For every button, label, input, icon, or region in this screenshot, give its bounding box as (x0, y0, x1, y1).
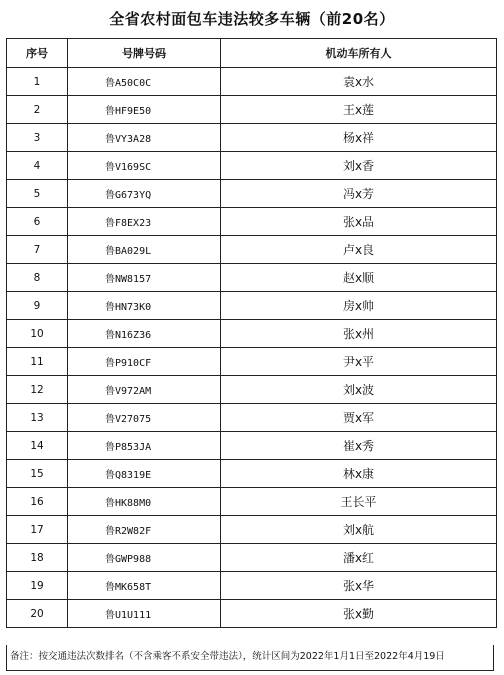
row-index: 12 (7, 376, 68, 404)
page-title: 全省农村面包车违法较多车辆（前20名） (109, 10, 395, 28)
row-owner: 赵x顺 (221, 264, 497, 292)
table-row (7, 488, 497, 516)
row-owner: 潘x红 (221, 544, 497, 572)
row-plate: 鲁R2W82F (68, 516, 221, 544)
row-plate: 鲁VY3A28 (68, 124, 221, 152)
row-plate: 鲁P853JA (68, 432, 221, 460)
table-row (7, 432, 497, 460)
table-row (7, 264, 497, 292)
row-owner: 刘x香 (221, 152, 497, 180)
header-index: 序号 (7, 39, 68, 68)
table-row (7, 516, 497, 544)
row-index: 8 (7, 264, 68, 292)
row-owner: 张x州 (221, 320, 497, 348)
row-owner: 卢x良 (221, 236, 497, 264)
footnote: 备注：按交通违法次数排名（不含乘客不系安全带违法），统计区间为2022年1月1日至2022年4月19日 (6, 645, 494, 671)
row-plate: 鲁U1U111 (68, 600, 221, 628)
row-owner: 张x华 (221, 572, 497, 600)
row-plate: 鲁N16Z36 (68, 320, 221, 348)
table-row (7, 208, 497, 236)
table-row (7, 152, 497, 180)
table-row (7, 96, 497, 124)
row-owner: 贾x军 (221, 404, 497, 432)
row-owner: 尹x平 (221, 348, 497, 376)
row-index: 16 (7, 488, 68, 516)
row-plate: 鲁HN73K0 (68, 292, 221, 320)
row-owner: 王长平 (221, 488, 497, 516)
violations-table (6, 38, 497, 628)
row-owner: 林x康 (221, 460, 497, 488)
table-row (7, 460, 497, 488)
row-owner: 冯x芳 (221, 180, 497, 208)
row-owner: 房x帅 (221, 292, 497, 320)
table-row (7, 348, 497, 376)
row-owner: 王x莲 (221, 96, 497, 124)
table-row (7, 236, 497, 264)
table-row (7, 376, 497, 404)
row-plate: 鲁F8EX23 (68, 208, 221, 236)
table-row (7, 124, 497, 152)
row-plate: 鲁GWP988 (68, 544, 221, 572)
row-index: 6 (7, 208, 68, 236)
row-plate: 鲁Q8319E (68, 460, 221, 488)
row-plate: 鲁NW8157 (68, 264, 221, 292)
header-owner: 机动车所有人 (221, 39, 497, 68)
row-owner: 崔x秀 (221, 432, 497, 460)
table-row (7, 572, 497, 600)
row-plate: 鲁P910CF (68, 348, 221, 376)
row-plate: 鲁A50C0C (68, 68, 221, 96)
row-index: 10 (7, 320, 68, 348)
row-plate: 鲁BA029L (68, 236, 221, 264)
row-index: 20 (7, 600, 68, 628)
row-plate: 鲁HF9E50 (68, 96, 221, 124)
row-index: 17 (7, 516, 68, 544)
row-owner: 杨x祥 (221, 124, 497, 152)
row-index: 11 (7, 348, 68, 376)
row-index: 15 (7, 460, 68, 488)
row-owner: 刘x航 (221, 516, 497, 544)
row-index: 7 (7, 236, 68, 264)
table-body (7, 68, 497, 628)
row-plate: 鲁V972AM (68, 376, 221, 404)
table-row (7, 68, 497, 96)
table-row (7, 320, 497, 348)
row-index: 14 (7, 432, 68, 460)
row-plate: 鲁MK658T (68, 572, 221, 600)
row-owner: 刘x波 (221, 376, 497, 404)
row-index: 2 (7, 96, 68, 124)
row-owner: 张x品 (221, 208, 497, 236)
row-index: 3 (7, 124, 68, 152)
table-row (7, 292, 497, 320)
row-owner: 张x勤 (221, 600, 497, 628)
row-index: 18 (7, 544, 68, 572)
row-owner: 袁x水 (221, 68, 497, 96)
row-plate: 鲁G673YQ (68, 180, 221, 208)
row-plate: 鲁V169SC (68, 152, 221, 180)
row-index: 5 (7, 180, 68, 208)
row-index: 9 (7, 292, 68, 320)
row-index: 13 (7, 404, 68, 432)
row-index: 19 (7, 572, 68, 600)
table-row (7, 180, 497, 208)
table-header-row (7, 39, 497, 68)
table-row (7, 404, 497, 432)
table-row (7, 544, 497, 572)
row-index: 1 (7, 68, 68, 96)
row-index: 4 (7, 152, 68, 180)
table-row (7, 600, 497, 628)
header-plate: 号牌号码 (68, 39, 221, 68)
row-plate: 鲁V27075 (68, 404, 221, 432)
row-plate: 鲁HK88M0 (68, 488, 221, 516)
